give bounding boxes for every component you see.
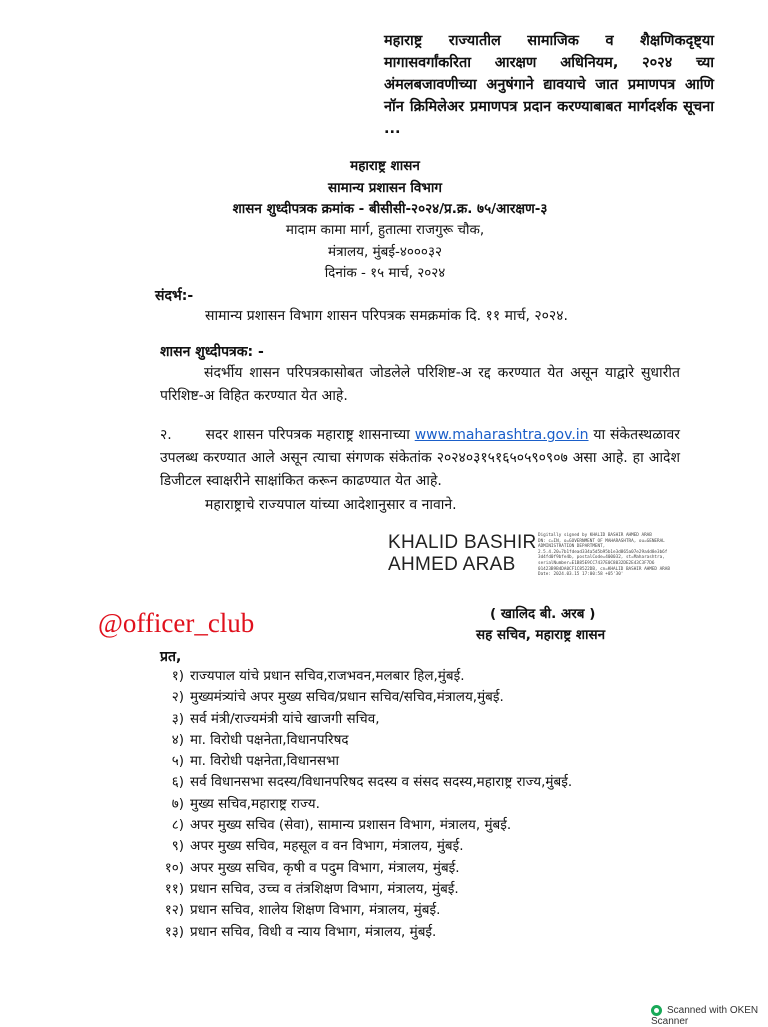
paragraph-2 xyxy=(160,424,680,493)
distribution-item-text: मा. विरोधी पक्षनेता,विधानसभा xyxy=(190,753,339,770)
distribution-item-number: १०) xyxy=(164,859,184,876)
distribution-item-text: प्रधान सचिव, उच्च व तंत्रशिक्षण विभाग, मंत्रालय, मुंबई. xyxy=(190,880,459,897)
distribution-item-number: ५) xyxy=(171,753,184,770)
paragraph-2-number: २. xyxy=(160,427,172,443)
distribution-item-number: १३) xyxy=(164,923,184,940)
closing-line: महाराष्ट्राचे राज्यपाल यांच्या आदेशानुसार व नावाने. xyxy=(205,497,457,513)
distribution-item-text: अपर मुख्य सचिव, महसूल व वन विभाग, मंत्रालय, मुंबई. xyxy=(190,838,464,855)
scanner-text: Scanned with OKEN Scanner xyxy=(651,1005,759,1027)
signatory-designation: सह सचिव, महाराष्ट्र शासन xyxy=(476,627,606,643)
distribution-item xyxy=(150,709,572,730)
document-date: दिनांक - १५ मार्च, २०२४ xyxy=(324,265,446,281)
distribution-item xyxy=(150,836,572,857)
distribution-item-number: १) xyxy=(171,668,184,684)
distribution-item-number: २) xyxy=(171,689,184,706)
watermark-text: @officer_club xyxy=(98,608,255,638)
digital-signature-details: Digitally signed by KHALID BASHIR AHMED ARAB DN: c=IN, o=GOVERNMENT OF MAHARASHTRA, ou=GENERAL ADMINISTRATION DEPARTMENT, 2.5.4.20=7b1fdead334a5d5b95b1e3d865a07e29a4d8e3b6f 3d4fd0f9bfe4b, postalCode=400032, st=Maharashtra, serialNumber=E1B85E9CC7437E0C8032DE2E43C3F7D6 01423B9B4DA0CF1C8522DB, cn=KHALID BASHIR AHMED ARAB Date: 2024.03.15 17:00:58 +05'30' xyxy=(538,533,670,578)
distribution-item xyxy=(150,794,572,815)
distribution-item-text: मुख्यमंत्र्यांचे अपर मुख्य सचिव/प्रधान सचिव/सचिव,मंत्रालय,मुंबई. xyxy=(190,689,504,706)
distribution-item xyxy=(150,815,572,836)
corrigendum-text: संदर्भीय शासन परिपत्रकासोबत जोडलेले परिशिष्ट-अ रद्द करण्यात येत असून याद्वारे सुधारीत परिशिष्ट-अ विहित करण्यात येत आहे. xyxy=(160,365,680,404)
government-name: महाराष्ट्र शासन xyxy=(350,158,420,174)
corrigendum-label: शासन शुध्दीपत्रक: - xyxy=(160,344,264,360)
distribution-item xyxy=(150,730,572,751)
distribution-item-text: राज्यपाल यांचे प्रधान सचिव,राजभवन,मलबार हिल,मुंबई. xyxy=(190,668,465,684)
distribution-item-number: ८) xyxy=(171,817,184,834)
corrigendum-number: शासन शुध्दीपत्रक क्रमांक - बीसीसी-२०२४/प्र.क्र. ७५/आरक्षण-३ xyxy=(232,201,548,217)
website-link[interactable]: www.maharashtra.gov.in xyxy=(414,427,589,443)
subject-text: महाराष्ट्र राज्यातील सामाजिक व शैक्षणिकदृष्ट्या मागासवर्गांकरिता आरक्षण अधिनियम, २०२४ च्या अंमलबजावणीच्या अनुषंगाने द्यावयाचे जात प्रमाणपत्र आणि नॉन क्रिमिलेअर प्रमाणपत्र प्रदान करण्याबाबत मार्गदर्शक सूचना ... xyxy=(384,33,714,137)
distribution-item-number: ६) xyxy=(171,774,184,791)
paragraph-2-text-start: सदर शासन परिपत्रक महाराष्ट्र शासनाच्या xyxy=(205,427,410,443)
distribution-list xyxy=(150,666,572,943)
distribution-item-text: अपर मुख्य सचिव, कृषी व पदुम विभाग, मंत्रालय, मुंबई. xyxy=(190,859,460,876)
distribution-item xyxy=(150,900,572,921)
distribution-item-number: ११) xyxy=(164,880,184,897)
distribution-label: प्रत, xyxy=(160,649,182,665)
paragraph-2-text-end: या संकेतस्थळावर उपलब्ध करण्यात आले असून त्याचा संगणक संकेतांक २०२४०३१५१६५०५९०९०७ असा आहे. हा आदेश डिजीटल स्वाक्षरीने साक्षांकित करून काढण्यात येत आहे. xyxy=(160,427,681,489)
address-line-2: मंत्रालय, मुंबई-४०००३२ xyxy=(328,244,442,260)
distribution-item-number: ९) xyxy=(171,838,184,855)
signature-name-line-1: KHALID BASHIR xyxy=(388,532,537,553)
distribution-item-text: सर्व मंत्री/राज्यमंत्री यांचे खाजगी सचिव, xyxy=(190,710,380,727)
distribution-item-number: १२) xyxy=(164,902,184,919)
department-name: सामान्य प्रशासन विभाग xyxy=(328,180,442,196)
distribution-item-text: प्रधान सचिव, विधी व न्याय विभाग, मंत्रालय, मुंबई. xyxy=(190,923,437,940)
digital-signature-name xyxy=(388,532,537,576)
distribution-item xyxy=(150,858,572,879)
reference-label: संदर्भ:- xyxy=(155,288,194,304)
reference-text: सामान्य प्रशासन विभाग शासन परिपत्रक समक्रमांक दि. ११ मार्च, २०२४. xyxy=(205,308,568,324)
distribution-item-number: ३) xyxy=(171,710,184,727)
distribution-item xyxy=(150,687,572,708)
distribution-item xyxy=(150,751,572,772)
distribution-item-text: मुख्य सचिव,महाराष्ट्र राज्य. xyxy=(190,795,320,812)
distribution-item-text: मा. विरोधी पक्षनेता,विधानपरिषद xyxy=(190,731,349,748)
distribution-item-number: ४) xyxy=(171,731,184,748)
signature-name-line-2: AHMED ARAB xyxy=(388,554,516,575)
address-line-1: मादाम कामा मार्ग, हुतात्मा राजगुरू चौक, xyxy=(285,222,485,238)
scanner-logo-icon xyxy=(651,1005,662,1016)
distribution-item-text: प्रधान सचिव, शालेय शिक्षण विभाग, मंत्रालय, मुंबई. xyxy=(190,902,441,919)
distribution-item xyxy=(150,922,572,943)
distribution-item-text: सर्व विधानसभा सदस्य/विधानपरिषद सदस्य व संसद सदस्य,महाराष्ट्र राज्य,मुंबई. xyxy=(190,774,573,791)
signatory-marathi-name: ( खालिद बी. अरब ) xyxy=(490,606,596,622)
distribution-item xyxy=(150,772,572,793)
distribution-item-text: अपर मुख्य सचिव (सेवा), सामान्य प्रशासन विभाग, मंत्रालय, मुंबई. xyxy=(190,817,512,834)
distribution-item xyxy=(150,666,572,687)
distribution-item-number: ७) xyxy=(171,795,184,812)
distribution-item xyxy=(150,879,572,900)
